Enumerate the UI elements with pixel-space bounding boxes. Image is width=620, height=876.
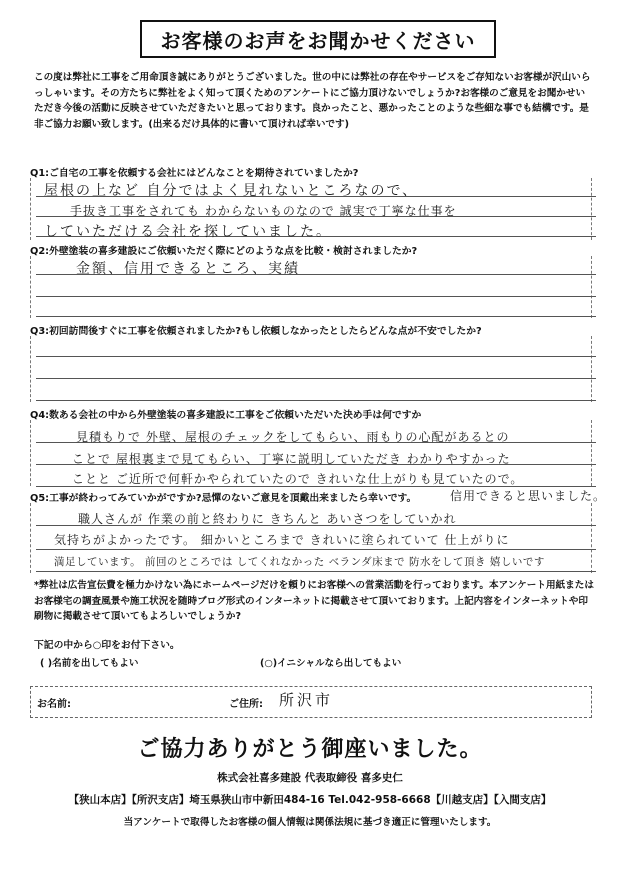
q1-answer-line-1: 屋根の上など 自分ではよく見れないところなので、	[44, 183, 419, 199]
choose-prompt: 下記の中から○印をお付下さい。	[34, 640, 180, 651]
q4-answer-line-1: 見積もりで 外壁、屋根のチェックをしてもらい、雨もりの心配があるとの	[76, 430, 510, 444]
intro-text: この度は弊社に工事をご用命頂き誠にありがとうございました。世の中には弊社の存在やサービスをご存知ないお客様が沢山いらっしゃいます。その方たちに弊社をよく知って頂くためのアンケートにご協力頂けないでしょうか?お客様のご意見をお聞かせいただき今後の活動に反映させていただきたいと思っております。良かったこと、悪かったことのような些細な事でも結構です。是非ご協力お願い致します。(出来るだけ具体的に書いて頂ければ幸いです)	[34, 72, 591, 130]
q3-label: Q3:初回訪問後すぐに工事を依頼されましたか?もし依頼しなかったとしたらどんな点が不安でしたか?	[30, 326, 482, 337]
privacy-note: 当アンケートで取得したお客様の個人情報は関係法規に基づき適正に管理いたします。	[123, 817, 497, 828]
answer-line	[36, 378, 596, 379]
answer-line	[36, 316, 596, 317]
q5-answer-line-3: 満足しています。 前回のところでは してくれなかった ベランダ床まで 防水をして頂き 嬉しいです	[54, 556, 545, 568]
q4-answer-line-3: ことと ご近所で何軒かやられていたので きれいな仕上がりも見ていたので。	[72, 472, 524, 486]
q5-answer-line-1: 職人さんが 作業の前と終わりに きちんと あいさつをしていかれ	[78, 512, 457, 526]
q2-label: Q2:外壁塗装の喜多建設にご依頼いただく際にどのような点を比較・検討されましたか?	[30, 246, 418, 257]
answer-line	[36, 400, 596, 401]
q5-answer-inline: 信用できると思いました。	[450, 489, 607, 503]
page-title: お客様のお声をお聞かせください	[160, 28, 476, 53]
q4-answer-line-2: ことで 屋根裏まで見てもらい、丁寧に説明していただき わかりやすかった	[72, 452, 511, 466]
address-label: ご住所:	[229, 699, 263, 710]
q1-answer-line-2: 手抜き工事をされても わからないものなので 誠実で丁寧な仕事を	[70, 204, 457, 218]
thanks-heading: ご協力ありがとう御座いました。	[137, 737, 483, 762]
name-address-box	[30, 686, 592, 718]
title-box	[140, 20, 496, 58]
q4-label: Q4:数ある会社の中から外壁塗装の喜多建設に工事をご依頼いただいた決め手は何ですか	[30, 410, 422, 421]
answer-line	[36, 296, 596, 297]
q3-answer-box	[30, 336, 592, 402]
publication-note: *弊社は広告宣伝費を極力かけない為にホームページだけを頼りにお客様への営業活動を行っております。本アンケート用紙またはお客様宅の調査風景や施工状況を随時ブログ形式のインターネットに掲載させて頂いております。上記内容をインターネットや印刷物に掲載させて頂いてもよろしいでしょうか?	[34, 580, 594, 622]
answer-line	[36, 549, 596, 550]
q5-label: Q5:工事が終わってみていかがですか?忌憚のないご意見を頂戴出来ましたら幸いです。	[30, 493, 417, 504]
name-label: お名前:	[37, 699, 71, 710]
choice-initials-ok[interactable]: (○)イニシャルなら出してもよい	[260, 658, 402, 669]
q2-answer-line-1: 金額、信用できるところ、実績	[76, 261, 300, 277]
q1-label: Q1:ご自宅の工事を依頼する会社にはどんなことを期待されていましたか?	[30, 168, 359, 179]
answer-line	[36, 356, 596, 357]
answer-line	[36, 571, 596, 572]
q5-answer-line-2: 気持ちがよかったです。 細かいところまで きれいに塗られていて 仕上がりに	[54, 533, 510, 547]
q1-answer-line-3: していただける会社を探していました。	[44, 224, 332, 240]
branches-line: 【狭山本店】【所沢支店】埼玉県狭山市中新田484-16 Tel.042-958-6668【川越支店】【入間支店】	[68, 794, 552, 806]
address-value: 所沢市	[279, 691, 334, 709]
company-line: 株式会社喜多建設 代表取締役 喜多史仁	[217, 772, 403, 784]
choice-name-ok[interactable]: ( )名前を出してもよい	[40, 658, 139, 669]
